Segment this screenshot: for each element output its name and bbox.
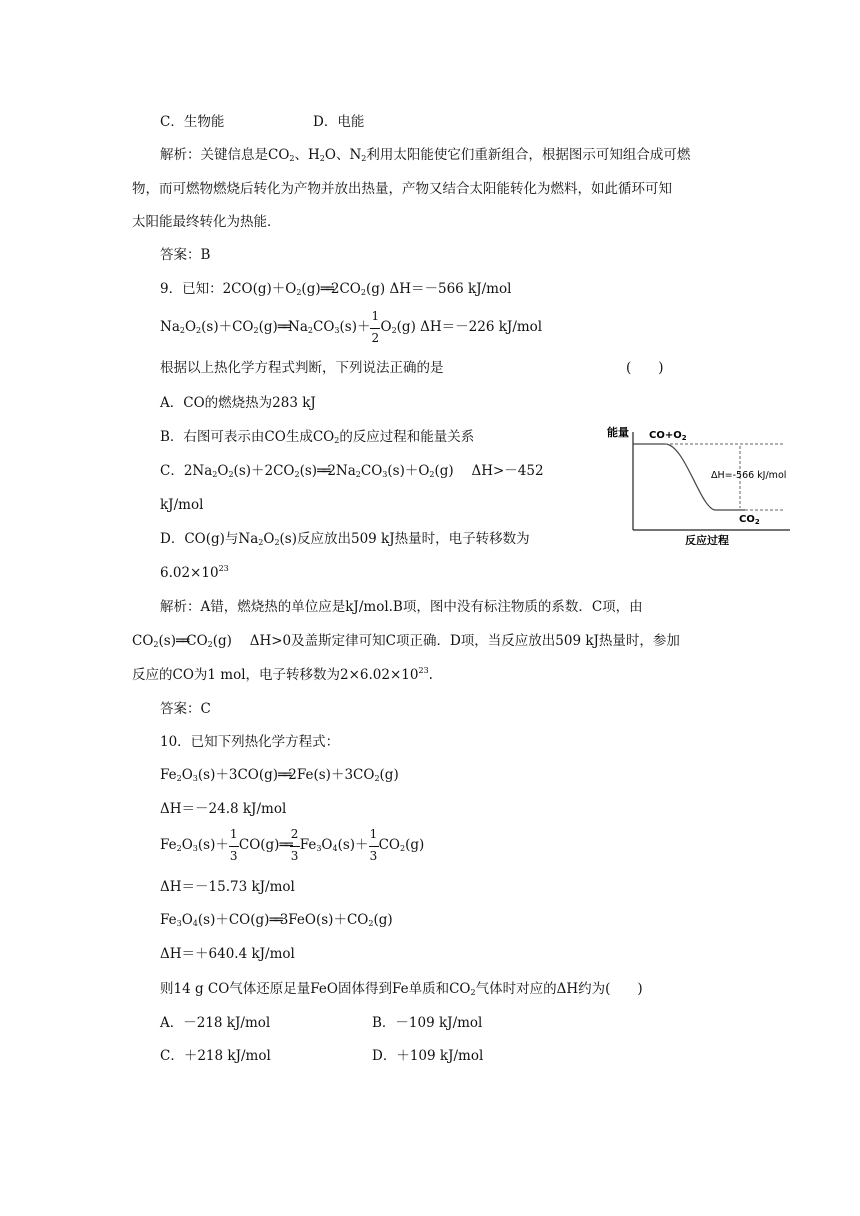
diagram-ylabel: 能量 [607, 426, 629, 439]
q8-option-c: C．生物能 [160, 114, 225, 130]
diagram-xlabel: 反应过程 [685, 534, 729, 545]
q10-option-c: C．＋218 kJ/mol [160, 1048, 271, 1064]
q9-analysis-line1: 解析：A错，燃烧热的单位应是kJ/mol.B项，图中没有标注物质的系数．C项，由 [160, 599, 643, 615]
q10-equation-2: $Fe_2O_3(s)+$ $\frac{1}{3}$ CO(g)══ $\frac{2}{3}$ $Fe_3O_4(s)+$ $\frac{1}{3}$ $CO_2(g)$ [160, 826, 425, 863]
q9-option-a: A．CO的燃烧热为283 kJ [160, 395, 316, 411]
q10-equation-1-dh: ΔH＝－24.8 kJ/mol [160, 801, 287, 817]
q9-equation-2: $Na_2O_2(s)+CO_2(g)══Na_2CO_3(s)+$ $\frac{1}{2}$ $O_2(g)$ ΔH＝－226 kJ/mol [160, 308, 543, 345]
q8-option-d: D．电能 [313, 114, 365, 130]
q9-equation-1: 9．已知：$2CO(g)+O_2(g)══2CO_2(g)$ ΔH＝－566 kJ/mol [160, 281, 512, 297]
q9-analysis-line2: $CO_2(s)══CO_2(g)$ ΔH>0及盖斯定律可知C项正确．D项，当反应放出509 kJ热量时，参加 [132, 633, 680, 649]
q9-option-d-value: $6.02\times 10^{23}$ [160, 564, 229, 581]
fraction-one-half: $\frac{1}{2}$ [371, 308, 380, 345]
diagram-delta-h-label: ΔH=-566 kJ/mol [711, 470, 787, 481]
q9-answer-blank: ( ) [626, 360, 664, 376]
q9-question: 根据以上热化学方程式判断，下列说法正确的是 [160, 360, 444, 376]
q10-option-d: D．＋109 kJ/mol [372, 1048, 484, 1064]
q10-question: 则14 g CO气体还原足量FeO固体得到Fe单质和$CO_2$气体时对应的ΔH约为( ) [160, 981, 643, 997]
q10-equation-2-dh: ΔH＝－15.73 kJ/mol [160, 879, 295, 895]
q10-option-a: A．－218 kJ/mol [160, 1015, 271, 1031]
q8-analysis-line2: 物，而可燃物燃烧后转化为产物并放出热量，产物又结合太阳能转化为燃料，如此循环可知 [132, 181, 672, 197]
q10-equation-3: $Fe_3O_4(s)+CO(g)══3FeO(s)+CO_2(g)$ [160, 912, 393, 928]
q9-option-d: D．CO(g)与$Na_2O_2(s)$反应放出509 kJ热量时，电子转移数为 [160, 531, 530, 547]
q10-equation-1: $Fe_2O_3(s)+3CO(g)══2Fe(s)+3CO_2(g)$ [160, 767, 399, 783]
diagram-products-label: $CO_2$ [739, 514, 760, 526]
q9-answer: 答案：C [160, 701, 211, 717]
energy-diagram [605, 420, 805, 545]
q9-option-c-unit: kJ/mol [160, 497, 204, 513]
q10-stem: 10．已知下列热化学方程式： [160, 734, 340, 750]
q9-analysis-line3: 反应的CO为1 mol，电子转移数为$2\times 6.02\times 10^{23}$. [132, 666, 433, 683]
q8-analysis-line3: 太阳能最终转化为热能． [132, 214, 281, 230]
q10-option-b: B．－109 kJ/mol [372, 1015, 483, 1031]
diagram-reactants-label: $CO+O_2$ [649, 430, 687, 442]
q9-option-c: C．$2Na_2O_2(s)+2CO_2(s)══2Na_2CO_3(s)+O_2(g)$ ΔH>－452 [160, 463, 544, 479]
q8-answer: 答案：B [160, 247, 211, 263]
q9-option-b: B．右图可表示由CO生成$CO_2$的反应过程和能量关系 [160, 429, 475, 445]
q8-analysis-line1: 解析：关键信息是$CO_2$、$H_2O$、$N_2$利用太阳能使它们重新组合，根据图示可知组合成可燃 [160, 147, 691, 163]
q10-equation-3-dh: ΔH＝＋640.4 kJ/mol [160, 946, 295, 962]
